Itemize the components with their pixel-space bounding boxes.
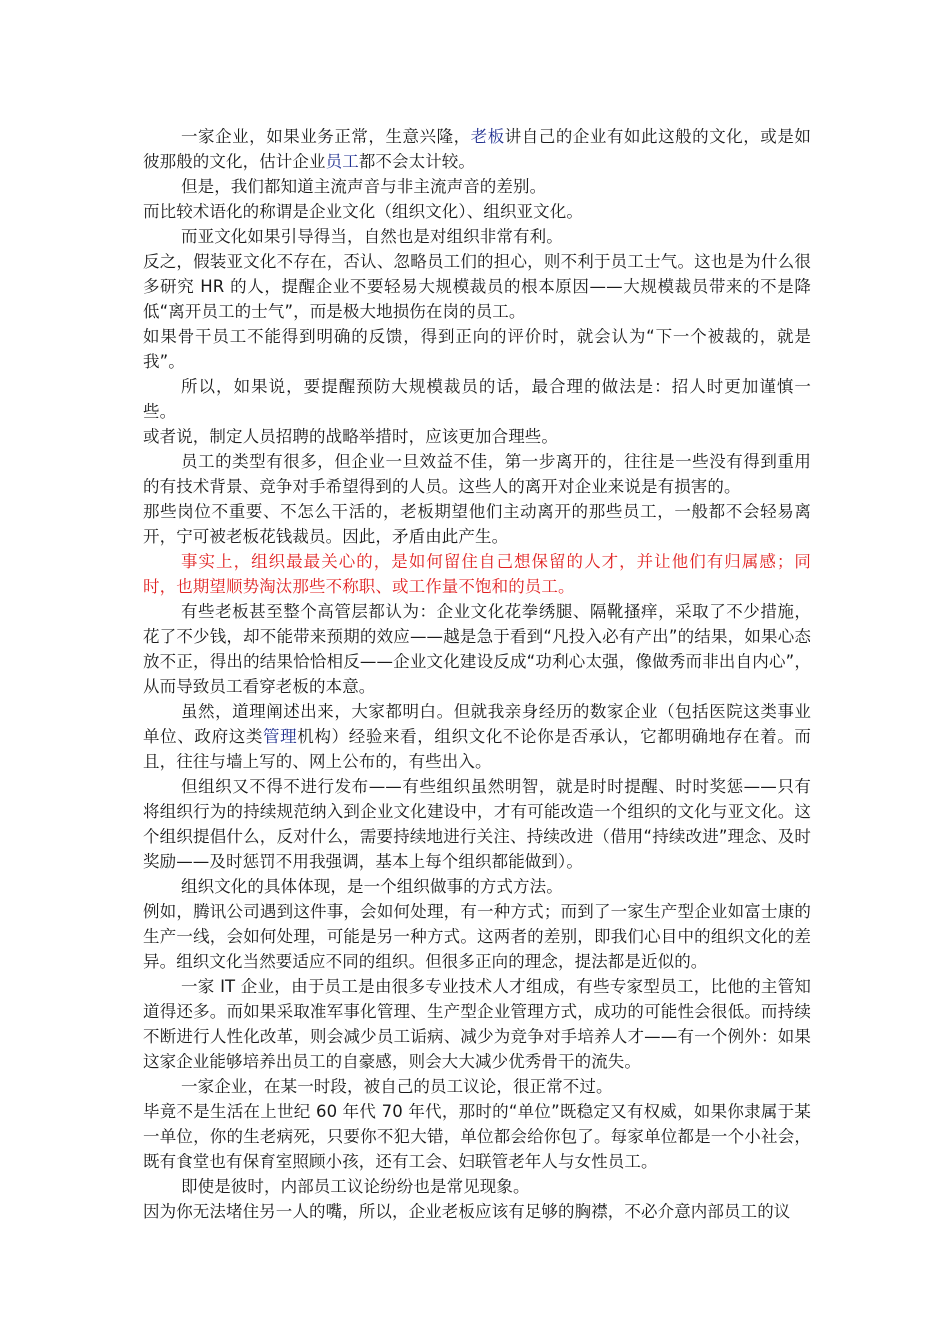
- paragraph: [143, 324, 811, 374]
- paragraph: [143, 774, 811, 874]
- paragraph: [143, 374, 811, 424]
- paragraph-text: 而亚文化如果引导得当，自然也是对组织非常有利。: [181, 227, 563, 246]
- paragraph-text: 如果骨干员工不能得到明确的反馈，得到正向的评价时，就会认为“下一个被裁的，就是我”。: [143, 327, 811, 371]
- paragraph-text: 组织文化的具体体现，是一个组织做事的方式方法。: [181, 877, 563, 896]
- paragraph: [143, 499, 811, 549]
- paragraph: [143, 199, 811, 224]
- paragraph-text: 机构）经验来看，组织文化不论你是否承认，它都明确地存在着。而且，往往与墙上写的、网上公布的，有些出入。: [143, 727, 812, 771]
- paragraph: [143, 424, 811, 449]
- keyword-link[interactable]: 员工: [325, 152, 359, 171]
- paragraph-text: 员工的类型有很多，但企业一旦效益不佳，第一步离开的，往往是一些没有得到重用的有技术背景、竞争对手希望得到的人员。这些人的离开对企业来说是有损害的。: [143, 452, 811, 496]
- paragraph: [143, 1099, 811, 1174]
- paragraph-text: 讲自己的企业有如此这般的文化，或是如彼那般的文化，估计企业: [143, 127, 811, 171]
- paragraph-text: 虽然，道理阐述出来，大家都明白。但就我亲身经历的数家企业（包括医院这类事业单位、政府这类: [143, 702, 811, 746]
- paragraph-text: 即使是彼时，内部员工议论纷纷也是常见现象。: [181, 1177, 530, 1196]
- paragraph: [143, 249, 811, 324]
- paragraph-text: 因为你无法堵住另一人的嘴，所以，企业老板应该有足够的胸襟，不必介意内部员工的议: [143, 1202, 791, 1221]
- paragraph-text: 一家企业，在某一时段，被自己的员工议论，很正常不过。: [181, 1077, 613, 1096]
- paragraph: [143, 599, 811, 699]
- paragraph: [143, 874, 811, 899]
- paragraph: [143, 1199, 811, 1224]
- paragraph: [143, 124, 811, 174]
- paragraph-text: 一家 IT 企业，由于员工是由很多专业技术人才组成，有些专家型员工，比他的主管知道得还多。而如果采取准军事化管理、生产型企业管理方式，成功的可能性会很低。而持续不断进行人性化改革，则会减少员工诟病、减少为竞争对手培养人才——有一个例外：如果这家企业能够培养出员工的自豪感，则会大大减少优秀骨干的流失。: [143, 977, 811, 1071]
- keyword-link[interactable]: 管理: [263, 727, 298, 746]
- paragraph-text: 那些岗位不重要、不怎么干活的，老板期望他们主动离开的那些员工，一般都不会轻易离开，宁可被老板花钱裁员。因此，矛盾由此产生。: [143, 502, 811, 546]
- paragraph: [143, 174, 811, 199]
- paragraph-text: 都不会太计较。: [358, 152, 476, 171]
- keyword-link[interactable]: 老板: [470, 127, 505, 146]
- paragraph-text: 但组织又不得不进行发布——有些组织虽然明智，就是时时提醒、时时奖惩——只有将组织行为的持续规范纳入到企业文化建设中，才有可能改造一个组织的文化与亚文化。这个组织提倡什么，反对什么，需要持续地进行关注、持续改进（借用“持续改进”理念、及时奖励——及时惩罚不用我强调，基本上每个组织都能做到）。: [143, 777, 811, 871]
- paragraph-text: 而比较术语化的称谓是企业文化（组织文化）、组织亚文化。: [143, 202, 583, 221]
- paragraph-text: 毕竟不是生活在上世纪 60 年代 70 年代，那时的“单位”既稳定又有权威，如果你隶属于某一单位，你的生老病死，只要你不犯大错，单位都会给你包了。每家单位都是一个小社会，既有食堂也有保育室照顾小孩，还有工会、妇联管老年人与女性员工。: [143, 1102, 811, 1171]
- paragraph-text: 或者说，制定人员招聘的战略举措时，应该更加合理些。: [143, 427, 558, 446]
- highlighted-text: 事实上，组织最最关心的，是如何留住自己想保留的人才，并让他们有归属感；同时，也期望顺势淘汰那些不称职、或工作量不饱和的员工。: [143, 552, 811, 596]
- paragraph: [143, 699, 811, 774]
- paragraph-text: 例如，腾讯公司遇到这件事，会如何处理，有一种方式；而到了一家生产型企业如富士康的生产一线，会如何处理，可能是另一种方式。这两者的差别，即我们心目中的组织文化的差异。组织文化当然要适应不同的组织。但很多正向的理念，提法都是近似的。: [143, 902, 811, 971]
- paragraph: [143, 899, 811, 974]
- paragraph-text: 所以，如果说，要提醒预防大规模裁员的话，最合理的做法是：招人时更加谨慎一些。: [143, 377, 811, 421]
- paragraph-text: 但是，我们都知道主流声音与非主流声音的差别。: [181, 177, 547, 196]
- paragraph: [143, 1174, 811, 1199]
- paragraph: [143, 1074, 811, 1099]
- paragraph: [143, 549, 811, 599]
- paragraph: [143, 224, 811, 249]
- paragraph-text: 有些老板甚至整个高管层都认为：企业文化花拳绣腿、隔靴搔痒，采取了不少措施，花了不少钱，却不能带来预期的效应——越是急于看到“凡投入必有产出”的结果，如果心态放不正，得出的结果恰恰相反——企业文化建设反成“功利心太强，像做秀而非出自内心”，从而导致员工看穿老板的本意。: [143, 602, 811, 696]
- paragraph: [143, 449, 811, 499]
- paragraph-text: 一家企业，如果业务正常，生意兴隆，: [181, 127, 471, 146]
- paragraph-text: 反之，假装亚文化不存在，否认、忽略员工们的担心，则不利于员工士气。这也是为什么很多研究 HR 的人，提醒企业不要轻易大规模裁员的根本原因——大规模裁员带来的不是降低“离开员工的士气”，而是极大地损伤在岗的员工。: [143, 252, 811, 321]
- paragraph: [143, 974, 811, 1074]
- article-body: [143, 124, 811, 1224]
